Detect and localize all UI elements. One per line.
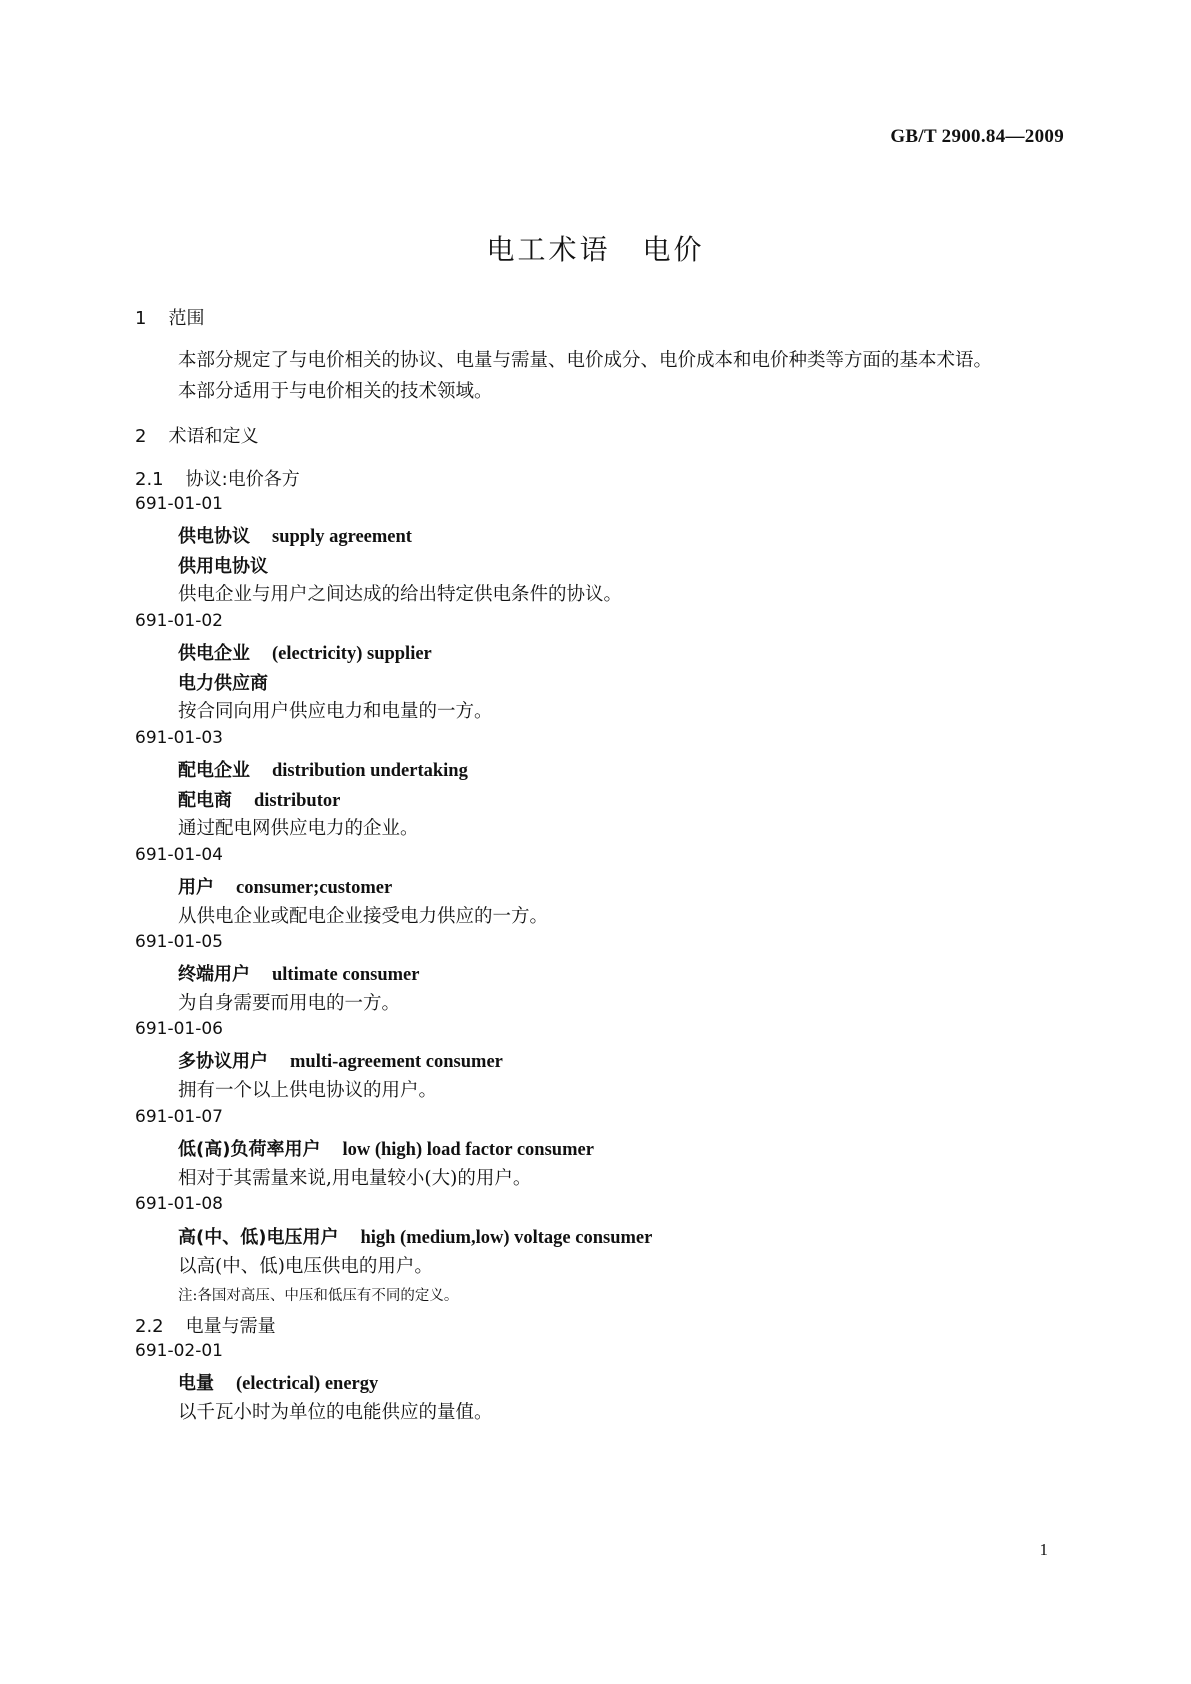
term-english: (electrical) energy (236, 1374, 379, 1394)
term-name: 高(中、低)电压用户 high (medium,low) voltage consumer (178, 1227, 653, 1248)
section-1-heading: 1 范围 (135, 308, 205, 329)
document-title (0, 228, 1191, 268)
term-code: 691-01-08 (135, 1194, 223, 1214)
term-english: (electricity) supplier (272, 644, 432, 664)
section-1-paragraph-1: 本部分规定了与电价相关的协议、电量与需量、电价成分、电价成本和电价种类等方面的基本术语。 (178, 350, 993, 371)
term-alternative: 电力供应商 (178, 673, 268, 694)
term-english: ultimate consumer (272, 965, 420, 985)
term-definition: 相对于其需量来说,用电量较小(大)的用户。 (178, 1168, 532, 1189)
term-name: 低(高)负荷率用户 low (high) load factor consumer (178, 1139, 594, 1160)
term-name: 电量 (electrical) energy (178, 1373, 379, 1394)
term-code: 691-01-03 (135, 728, 223, 748)
term-english: consumer;customer (236, 878, 393, 898)
term-english: multi-agreement consumer (290, 1052, 503, 1072)
term-name: 配电企业 distribution undertaking (178, 760, 468, 781)
term-definition: 按合同向用户供应电力和电量的一方。 (178, 701, 493, 722)
term-definition: 供电企业与用户之间达成的给出特定供电条件的协议。 (178, 584, 623, 605)
term-definition: 以高(中、低)电压供电的用户。 (178, 1256, 433, 1277)
title-part-2: 电价 (642, 233, 705, 266)
term-english: low (high) load factor consumer (342, 1140, 594, 1160)
term-definition: 以千瓦小时为单位的电能供应的量值。 (178, 1402, 493, 1423)
term-english: supply agreement (272, 527, 412, 547)
term-code: 691-01-05 (135, 932, 223, 952)
term-code: 691-01-04 (135, 845, 223, 865)
standard-number: GB/T 2900.84—2009 (890, 126, 1064, 147)
term-alternative: 供用电协议 (178, 556, 268, 577)
term-definition: 从供电企业或配电企业接受电力供应的一方。 (178, 906, 549, 927)
term-definition: 通过配电网供应电力的企业。 (178, 818, 419, 839)
section-1-paragraph-2: 本部分适用于与电价相关的技术领域。 (178, 381, 493, 402)
term-definition: 拥有一个以上供电协议的用户。 (178, 1080, 438, 1101)
subsection-2-1-heading: 2.1 协议:电价各方 (135, 469, 300, 490)
term-code: 691-01-02 (135, 611, 223, 631)
term-name: 多协议用户 multi-agreement consumer (178, 1051, 503, 1072)
term-code: 691-01-07 (135, 1107, 223, 1127)
section-2-heading: 2 术语和定义 (135, 426, 259, 447)
term-english: high (medium,low) voltage consumer (360, 1228, 653, 1248)
term-alternative: 配电商 distributor (178, 790, 341, 811)
subsection-2-2-heading: 2.2 电量与需量 (135, 1316, 276, 1337)
term-code: 691-01-06 (135, 1019, 223, 1039)
title-part-1: 电工术语 (486, 233, 611, 266)
term-alternative-english: distributor (254, 791, 341, 811)
term-name: 供电协议 supply agreement (178, 526, 412, 547)
term-name: 终端用户 ultimate consumer (178, 964, 420, 985)
term-english: distribution undertaking (272, 761, 468, 781)
page-number: 1 (1039, 1540, 1048, 1559)
term-code: 691-01-01 (135, 494, 223, 514)
term-name: 供电企业 (electricity) supplier (178, 643, 432, 664)
term-name: 用户 consumer;customer (178, 877, 393, 898)
term-definition: 为自身需要而用电的一方。 (178, 993, 401, 1014)
term-code: 691-02-01 (135, 1341, 223, 1361)
term-note: 注:各国对高压、中压和低压有不同的定义。 (178, 1288, 459, 1304)
